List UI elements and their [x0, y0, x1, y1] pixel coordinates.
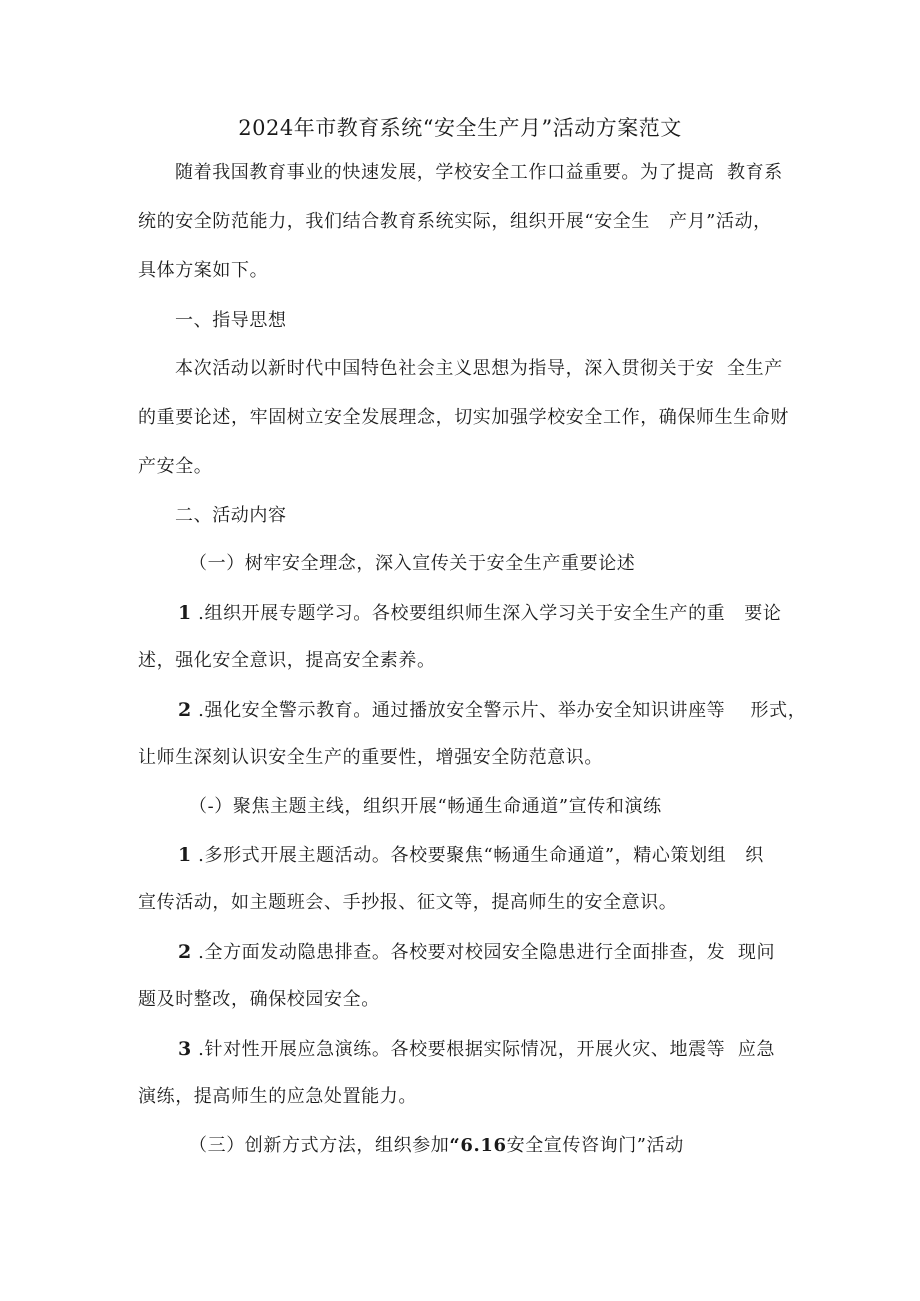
subsection-3-heading-prefix: （三）创新方式方法，组织参加 [189, 1135, 450, 1156]
sub2-item-2-line-2: 题及时整改，确保校园安全。 [138, 989, 380, 1010]
item-number: 3 [178, 1038, 192, 1060]
subsection-1-heading: （一）树牢安全理念，深入宣传关于安全生产重要论述 [189, 553, 636, 574]
sub2-item-2-line-1 [178, 937, 775, 968]
sub2-item-1-line-2: 宣传活动，如主题班会、手抄报、征文等，提高师生的安全意识。 [138, 892, 678, 913]
section-1-line-2: 的重要论述，牢固树立安全发展理念，切实加强学校安全工作，确保师生生命财 [138, 407, 789, 428]
item-text: .针对性开展应急演练。各校要根据实际情况，开展火灾、地震等 应急 [191, 1039, 776, 1060]
sub1-item-2-line-1 [178, 695, 806, 726]
subsection-3-heading [189, 1131, 684, 1161]
item-text: .全方面发动隐患排查。各校要对校园安全隐患进行全面排查，发 现问 [191, 942, 776, 963]
subsection-3-heading-date: “6.16 [449, 1135, 507, 1156]
item-text: .多形式开展主题活动。各校要聚焦“畅通生命通道”，精心策划组 织 [191, 845, 764, 866]
sub2-item-1-line-1 [178, 840, 764, 871]
document-title: 2024年市教育系统“安全生产月”活动方案范文 [238, 116, 682, 140]
item-text: .强化安全警示教育。通过播放安全警示片、举办安全知识讲座等 形式， [191, 700, 807, 721]
section-2-heading: 二、活动内容 [175, 505, 287, 526]
item-number: 1 [178, 602, 192, 624]
item-number: 1 [178, 844, 192, 866]
intro-line-1: 随着我国教育事业的快速发展，学校安全工作口益重要。为了提高 教育系 [175, 162, 783, 183]
subsection-3-heading-suffix: 安全宣传咨询门”活动 [506, 1135, 684, 1156]
item-text: .组织开展专题学习。各校要组织师生深入学习关于安全生产的重 要论 [191, 603, 782, 624]
intro-line-3: 具体方案如下。 [138, 260, 269, 281]
sub2-item-3-line-1 [178, 1034, 775, 1065]
sub1-item-2-line-2: 让师生深刻认识安全生产的重要性，增强安全防范意识。 [138, 747, 603, 768]
subsection-2-heading: （-）聚焦主题主线，组织开展“畅通生命通道”宣传和演练 [189, 796, 662, 817]
item-number: 2 [178, 941, 192, 963]
intro-line-2: 统的安全防范能力，我们结合教育系统实际，组织开展“安全生 产月”活动， [138, 211, 772, 232]
sub1-item-1-line-1 [178, 598, 781, 629]
sub2-item-3-line-2: 演练，提高师生的应急处置能力。 [138, 1086, 417, 1107]
item-number: 2 [178, 699, 192, 721]
section-1-heading: 一、指导思想 [175, 310, 287, 331]
section-1-line-3: 产安全。 [138, 456, 213, 477]
section-1-line-1: 本次活动以新时代中国特色社会主义思想为指导，深入贯彻关于安 全生产 [175, 358, 783, 379]
sub1-item-1-line-2: 述，强化安全意识，提高安全素养。 [138, 650, 436, 671]
